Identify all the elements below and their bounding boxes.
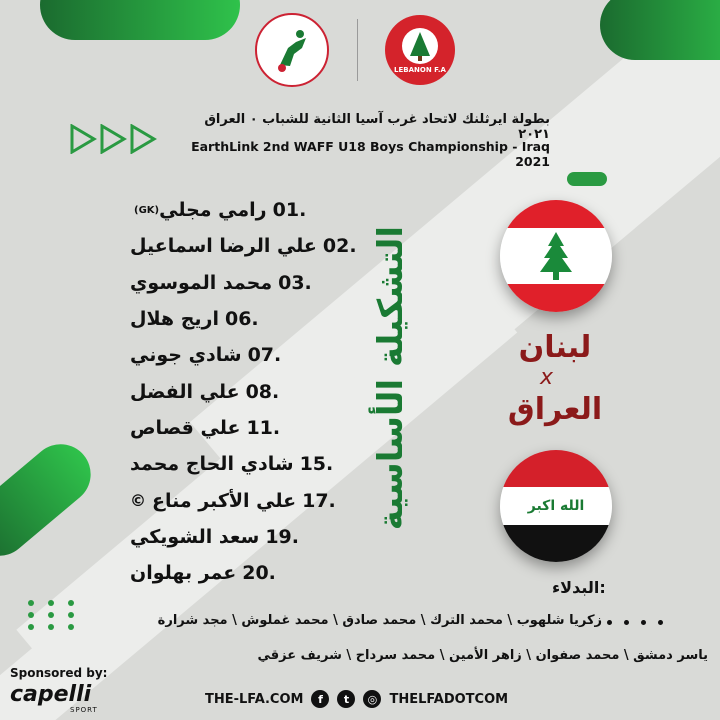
subs-title: البدلاء: (552, 578, 606, 597)
player-row (130, 337, 358, 373)
player-number: 20. (242, 562, 276, 585)
player-name: علي قصاص (130, 416, 241, 439)
lineup-title (370, 188, 412, 568)
footer (205, 690, 508, 708)
iraq-flag-icon (500, 450, 612, 562)
player-number: 17. (302, 489, 336, 512)
player-row (130, 446, 358, 482)
player-number: 06. (224, 308, 259, 331)
player-number: 02. (322, 235, 357, 258)
green-dots-decoration (28, 600, 82, 630)
player-row (130, 555, 358, 591)
social-handle[interactable]: THELFADOTCOM (389, 691, 509, 707)
player-number: 15. (299, 453, 334, 476)
header-logos (255, 10, 455, 90)
player-name: علي الأكبر مناع (152, 489, 297, 512)
championship-logo (255, 13, 329, 87)
player-row (130, 519, 358, 555)
lebanon-fa-logo (385, 15, 455, 85)
deco-pill-left (0, 432, 103, 568)
sponsored-label: Sponsored by: (10, 666, 108, 680)
cedar-tree-icon (528, 228, 584, 284)
goalkeeper-tag: (GK) (134, 204, 160, 216)
player-number: 19. (265, 525, 299, 548)
tournament-title-en: EarthLink 2nd WAFF U18 Boys Championship - Iraq 2021 (191, 139, 550, 169)
player-row (130, 228, 358, 264)
player-number: 08. (245, 380, 280, 403)
deco-pill-topleft (40, 0, 240, 40)
player-name: اريج هلال (130, 308, 219, 331)
players-list (130, 192, 358, 591)
website-link[interactable]: THE-LFA.COM (205, 691, 304, 707)
facebook-icon[interactable]: f (311, 690, 329, 708)
sponsor-sub: SPORT (70, 706, 98, 714)
player-name: شادي جوني (130, 344, 242, 367)
versus-label: x (540, 365, 554, 390)
team2-name: العراق (507, 392, 603, 427)
player-row (130, 482, 358, 518)
player-row (130, 265, 358, 301)
cedar-icon (400, 26, 440, 66)
iraq-flag-text: الله اكبر (527, 497, 585, 514)
player-name: رامي مجلي (159, 199, 267, 222)
lineup-title-text: التشكيلة الأساسية (371, 225, 411, 531)
player-row (130, 301, 358, 337)
arrow-decoration (70, 124, 160, 154)
tournament-title-ar: بطولة ايرثلنك لاتحاد غرب آسيا الثانية للشباب ٠ العراق ٢٠٢١ (204, 112, 550, 142)
dots-decoration (607, 620, 663, 625)
player-row (130, 410, 358, 446)
deco-small-pill (567, 172, 607, 186)
player-name: محمد الموسوي (130, 271, 273, 294)
player-row (130, 192, 358, 228)
player-number: 01. (272, 199, 307, 222)
player-name: علي الرضا اسماعيل (130, 235, 317, 258)
player-name: علي الفضل (130, 380, 240, 403)
player-name: سعد الشويكي (130, 525, 260, 548)
player-number: 07. (247, 344, 282, 367)
triple-arrow-icon (70, 124, 160, 154)
instagram-icon[interactable]: ◎ (363, 690, 381, 708)
player-number: 11. (246, 416, 281, 439)
team1-name: لبنان (518, 330, 592, 365)
deco-pill-topright (600, 0, 720, 60)
sponsor-logo: capelli (10, 682, 92, 707)
twitter-icon[interactable]: t (337, 690, 355, 708)
player-name: شادي الحاج محمد (130, 453, 294, 476)
lebanon-fa-label: LEBANON F.A (394, 66, 446, 74)
subs-line-1: زكريا شلهوب \ محمد الترك \ محمد صادق \ محمد غملوش \ مجد شرارة (157, 613, 602, 628)
lebanon-flag-icon (500, 200, 612, 312)
captain-icon: © (130, 491, 146, 511)
logo-divider (357, 19, 358, 81)
player-number: 03. (278, 271, 312, 294)
player-row (130, 373, 358, 409)
subs-line-2: ياسر دمشق \ محمد صفوان \ زاهر الأمين \ محمد سرداح \ شريف عزقي (257, 648, 708, 663)
player-name: عمر بهلوان (130, 562, 237, 585)
football-player-icon (262, 20, 322, 80)
